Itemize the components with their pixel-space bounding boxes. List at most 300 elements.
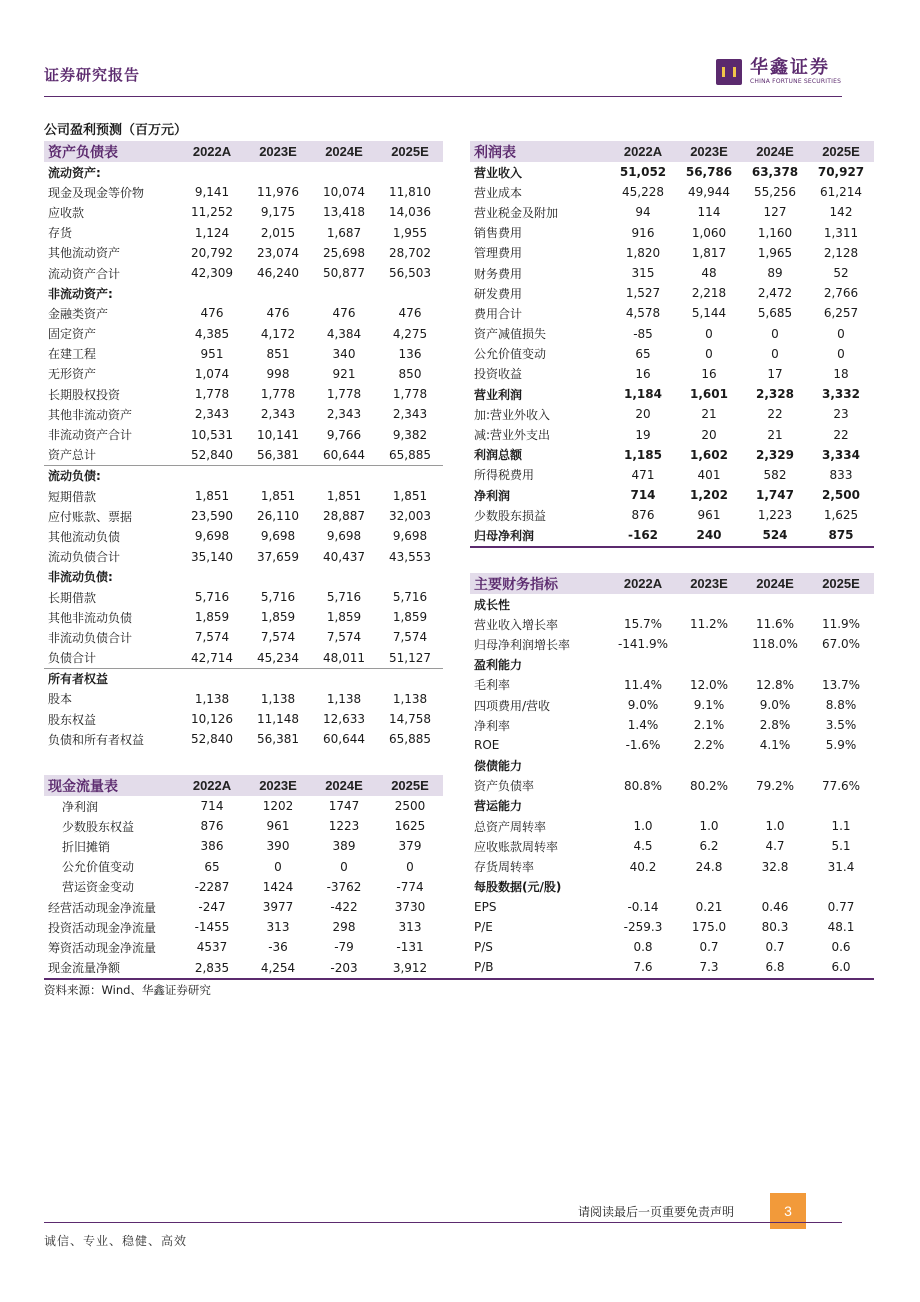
income-statement-table	[470, 141, 874, 546]
key-indicators-cell: 7.3	[699, 960, 719, 975]
balance-sheet-row	[44, 223, 443, 243]
key-indicators-cell	[676, 655, 742, 675]
balance-sheet-row-label: 非流动负债合计	[48, 630, 133, 645]
balance-sheet-cell	[245, 567, 311, 587]
balance-sheet-row	[44, 547, 443, 567]
income-statement-cell: 1,223	[757, 508, 793, 523]
key-indicators-row-label: 毛利率	[474, 678, 511, 693]
key-indicators-cell: 48.1	[827, 920, 855, 935]
balance-sheet-cell: 1,851	[392, 489, 428, 504]
income-statement-cell: 2,766	[823, 286, 859, 301]
income-statement-cell: -162	[627, 528, 659, 543]
balance-sheet-cell: 9,382	[392, 427, 428, 442]
income-statement-cell: 1,602	[690, 447, 728, 462]
balance-sheet-cell: 65,885	[389, 732, 431, 747]
key-indicators-cell: 79.2%	[755, 778, 795, 793]
balance-sheet-row	[44, 424, 443, 444]
balance-sheet-cell: 35,140	[191, 549, 233, 564]
key-indicators-row	[470, 816, 874, 836]
balance-sheet-row-label: 应收款	[48, 205, 85, 220]
income-statement-cell: 961	[697, 508, 721, 523]
balance-sheet-cell: 476	[200, 306, 224, 321]
balance-sheet-cell: 1,859	[392, 610, 428, 625]
cash-flow-row	[44, 917, 443, 937]
income-statement-cell: 2,472	[757, 286, 793, 301]
key-indicators-cell: 1.4%	[627, 718, 659, 733]
disclaimer-note: 请阅读最后一页重要免责声明	[578, 1205, 735, 1219]
key-indicators-cell	[808, 655, 874, 675]
income-statement-cell: 1,160	[757, 225, 793, 240]
cash-flow-row	[44, 958, 443, 978]
key-indicators-cell: 0.7	[765, 940, 785, 955]
income-statement-row	[470, 465, 874, 485]
source-note: 资料来源：Wind、华鑫证券研究	[44, 983, 211, 997]
balance-sheet-cell: 23,590	[191, 509, 233, 524]
balance-sheet-cell: 28,702	[389, 245, 431, 260]
balance-sheet-cell	[311, 465, 377, 486]
balance-sheet-cell: 4,385	[194, 326, 230, 341]
balance-sheet-cell: 32,003	[389, 509, 431, 524]
key-indicators-cell: 0.8	[633, 940, 653, 955]
balance-sheet-cell: 5,716	[326, 590, 362, 605]
income-statement-row-label: 归母净利润	[474, 528, 535, 543]
cash-flow-cell: 390	[266, 839, 290, 854]
key-indicators-cell: 12.0%	[689, 677, 729, 692]
income-statement-cell: 2,329	[756, 447, 794, 462]
footer-divider	[44, 1222, 842, 1223]
income-statement-cell: 65	[635, 346, 651, 361]
income-statement-cell: 55,256	[754, 185, 796, 200]
key-indicators-year-header: 2025E	[808, 573, 874, 594]
balance-sheet-cell: 2,343	[392, 407, 428, 422]
balance-sheet-row	[44, 506, 443, 526]
balance-sheet-cell: 5,716	[392, 590, 428, 605]
key-indicators-cell: 2.1%	[693, 718, 725, 733]
income-statement-cell: 4,578	[625, 306, 661, 321]
key-indicators-cell: 8.8%	[825, 698, 857, 713]
balance-sheet-row-label: 非流动资产合计	[48, 428, 133, 443]
key-indicators-row	[470, 776, 874, 796]
balance-sheet-cell	[377, 283, 443, 303]
key-indicators-cell: -1.6%	[625, 738, 661, 753]
key-indicators-cell: 5.9%	[825, 738, 857, 753]
balance-sheet-cell: 50,877	[323, 266, 365, 281]
key-indicators-title: 主要财务指标	[470, 573, 610, 594]
income-statement-cell: 1,202	[690, 488, 728, 503]
balance-sheet-cell: 14,036	[389, 205, 431, 220]
balance-sheet-row-label: 现金及现金等价物	[48, 185, 145, 200]
balance-sheet-cell: 7,574	[194, 630, 230, 645]
balance-sheet-cell: 20,792	[191, 245, 233, 260]
balance-sheet-cell: 340	[332, 346, 356, 361]
cash-flow-cell: 0	[406, 859, 414, 874]
balance-sheet-cell: 1,851	[326, 489, 362, 504]
balance-sheet-cell: 1,138	[392, 691, 428, 706]
income-statement-title: 利润表	[470, 141, 610, 162]
income-statement-cell: 714	[630, 488, 656, 503]
income-statement-cell: 16	[701, 366, 717, 381]
balance-sheet-row	[44, 648, 443, 669]
cash-flow-header-row	[44, 775, 443, 796]
income-statement-row-label: 减:营业外支出	[474, 428, 551, 443]
balance-sheet-cell: 56,381	[245, 445, 311, 466]
income-statement-cell: 1,185	[624, 447, 662, 462]
key-indicators-cell: 175.0	[691, 920, 727, 935]
income-statement-row-label: 管理费用	[474, 246, 523, 261]
key-indicators-cell: -259.3	[623, 920, 663, 935]
balance-sheet-cell: 40,437	[323, 549, 365, 564]
balance-sheet-cell: 7,574	[392, 630, 428, 645]
income-statement-cell: 916	[631, 225, 655, 240]
cash-flow-cell: 1223	[328, 819, 360, 834]
balance-sheet-row-label: 流动负债:	[48, 469, 101, 484]
balance-sheet-cell: 52,840	[191, 732, 233, 747]
key-indicators-row-label: 营运能力	[474, 799, 523, 814]
key-indicators-cell	[610, 877, 676, 897]
key-indicators-cell: 4.7	[765, 839, 785, 854]
key-indicators-row-label: ROE	[474, 738, 500, 753]
cash-flow-cell: -36	[268, 940, 288, 955]
cash-flow-row	[44, 937, 443, 957]
cash-flow-row-label: 经营活动现金净流量	[48, 900, 157, 915]
cash-flow-row-label: 少数股东权益	[62, 819, 135, 834]
balance-sheet-cell	[311, 567, 377, 587]
income-statement-row	[470, 445, 874, 465]
balance-sheet-row-label: 股本	[48, 692, 73, 707]
income-statement-cell: 22	[833, 427, 849, 442]
key-indicators-cell: 5.1	[831, 839, 851, 854]
key-indicators-row	[470, 634, 874, 654]
key-indicators-cell: 6.2	[699, 839, 719, 854]
balance-sheet-cell: 921	[332, 366, 356, 381]
income-statement-row-label: 净利润	[474, 488, 511, 503]
income-statement-cell: 23	[833, 407, 849, 422]
income-statement-cell: 1,625	[823, 508, 859, 523]
logo-name-en: CHINA FORTUNE SECURITIES	[750, 78, 842, 85]
balance-sheet-cell: 13,418	[323, 205, 365, 220]
key-indicators-cell: 1.0	[699, 819, 719, 834]
income-statement-cell: 89	[767, 266, 783, 281]
balance-sheet-cell: 56,381	[257, 732, 299, 747]
income-statement-cell: 51,052	[619, 165, 667, 180]
key-indicators-cell: 9.1%	[693, 698, 725, 713]
balance-sheet-row-label: 负债和所有者权益	[48, 732, 145, 747]
balance-sheet-cell: 476	[398, 306, 422, 321]
key-indicators-row-label: 每股数据(元/股)	[474, 880, 562, 895]
balance-sheet-cell: 4,275	[392, 326, 428, 341]
key-indicators-cell: 4.1%	[759, 738, 791, 753]
balance-sheet-cell: 1,859	[194, 610, 230, 625]
cash-flow-row-label: 折旧摊销	[62, 839, 111, 854]
report-type-label: 证券研究报告	[44, 66, 141, 84]
balance-sheet-row	[44, 364, 443, 384]
cash-flow-row	[44, 796, 443, 816]
key-indicators-cell: 9.0%	[627, 698, 659, 713]
cash-flow-cell: -422	[330, 900, 358, 915]
key-indicators-cell	[610, 655, 676, 675]
key-indicators-row-label: 总资产周转率	[474, 819, 547, 834]
balance-sheet-cell: 4,384	[326, 326, 362, 341]
key-indicators-row-label: P/E	[474, 920, 493, 935]
balance-sheet-cell: 9,698	[392, 529, 428, 544]
balance-sheet-cell: 1,074	[194, 366, 230, 381]
key-indicators-row	[470, 917, 874, 937]
balance-sheet-cell: 11,976	[257, 185, 299, 200]
income-statement-cell: 21	[701, 407, 717, 422]
key-indicators-cell	[742, 796, 808, 816]
key-indicators-cell	[676, 796, 742, 816]
income-statement-row-label: 营业收入	[474, 165, 523, 180]
income-statement-row	[470, 202, 874, 222]
cash-flow-row-label: 净利润	[62, 799, 99, 814]
balance-sheet-cell: 23,074	[257, 245, 299, 260]
income-statement-cell: 582	[763, 467, 787, 482]
income-statement-cell: 48	[701, 266, 717, 281]
income-statement-cell: 1,817	[691, 245, 727, 260]
balance-sheet-row-label: 所有者权益	[48, 672, 109, 687]
income-statement-row	[470, 404, 874, 424]
key-indicators-cell: 40.2	[629, 859, 657, 874]
income-statement-row	[470, 162, 874, 182]
key-indicators-cell: 31.4	[827, 859, 855, 874]
income-statement-cell: 6,257	[823, 306, 859, 321]
income-statement-cell: 49,944	[688, 185, 730, 200]
key-indicators-row-label: 净利率	[474, 718, 511, 733]
key-indicators-cell: 118.0%	[752, 637, 798, 652]
cash-flow-cell: -131	[396, 940, 424, 955]
key-indicators-cell: 1.1	[831, 819, 851, 834]
company-motto: 诚信、专业、稳健、高效	[44, 1234, 188, 1248]
key-indicators-cell: 13.7%	[821, 677, 861, 692]
balance-sheet-cell: 10,531	[191, 427, 233, 442]
cash-flow-cell: 0	[274, 859, 282, 874]
balance-sheet-cell: 43,553	[389, 549, 431, 564]
cash-flow-row	[44, 816, 443, 836]
balance-sheet-cell	[377, 567, 443, 587]
key-indicators-cell: 7.6	[633, 960, 653, 975]
balance-sheet-row	[44, 162, 443, 182]
income-statement-cell: 127	[763, 205, 787, 220]
balance-sheet-cell: 10,141	[257, 427, 299, 442]
income-statement-cell: 17	[767, 366, 783, 381]
income-statement-cell: 875	[828, 528, 854, 543]
balance-sheet-cell: 45,234	[245, 648, 311, 669]
tables-bottom-rule	[44, 978, 874, 980]
balance-sheet-row	[44, 243, 443, 263]
balance-sheet-cell: 851	[266, 346, 290, 361]
key-indicators-cell	[676, 756, 742, 776]
balance-sheet-cell: 12,633	[323, 712, 365, 727]
balance-sheet-year-header: 2025E	[377, 141, 443, 162]
key-indicators-cell	[676, 877, 742, 897]
balance-sheet-row	[44, 486, 443, 506]
balance-sheet-cell: 9,698	[326, 529, 362, 544]
cash-flow-row-label: 营运资金变动	[62, 880, 135, 895]
key-indicators-row	[470, 715, 874, 735]
balance-sheet-cell: 56,503	[389, 266, 431, 281]
income-statement-cell: 19	[635, 427, 651, 442]
key-indicators-row	[470, 655, 874, 675]
key-indicators-cell: 6.8	[765, 960, 785, 975]
income-statement-row	[470, 324, 874, 344]
cash-flow-row-label: 现金流量净额	[48, 961, 121, 976]
income-statement-cell: 45,228	[622, 185, 664, 200]
income-statement-cell: 22	[767, 407, 783, 422]
income-statement-cell: 240	[696, 528, 722, 543]
cash-flow-cell: 961	[266, 819, 290, 834]
cash-flow-cell: -3762	[326, 879, 362, 894]
balance-sheet-row	[44, 587, 443, 607]
balance-sheet-row	[44, 526, 443, 546]
income-statement-header-row	[470, 141, 874, 162]
cash-flow-row	[44, 877, 443, 897]
cash-flow-cell: 313	[266, 920, 290, 935]
cash-flow-row	[44, 836, 443, 856]
key-indicators-cell: 11.2%	[689, 617, 729, 632]
balance-sheet-row	[44, 404, 443, 424]
key-indicators-cell: 3.5%	[825, 718, 857, 733]
key-indicators-cell	[610, 796, 676, 816]
key-indicators-cell: 1.0	[633, 819, 653, 834]
key-indicators-row	[470, 675, 874, 695]
balance-sheet-cell	[245, 668, 311, 689]
key-indicators-cell: -141.9%	[617, 637, 669, 652]
balance-sheet-cell	[245, 283, 311, 303]
key-indicators-cell: 0.46	[761, 899, 789, 914]
income-statement-cell: 0	[837, 326, 845, 341]
income-statement-cell: 2,218	[691, 286, 727, 301]
income-statement-row	[470, 525, 874, 545]
balance-sheet-cell: 14,758	[389, 712, 431, 727]
header-divider	[44, 96, 842, 97]
key-indicators-cell	[808, 594, 874, 614]
balance-sheet-cell: 476	[266, 306, 290, 321]
balance-sheet-cell: 1,687	[326, 225, 362, 240]
balance-sheet-cell: 2,343	[260, 407, 296, 422]
balance-sheet-row-label: 非流动负债:	[48, 570, 113, 585]
income-statement-cell: 0	[837, 346, 845, 361]
key-indicators-row	[470, 897, 874, 917]
key-indicators-cell	[676, 594, 742, 614]
key-indicators-year-header: 2022A	[610, 573, 676, 594]
income-statement-cell: 5,144	[691, 306, 727, 321]
income-statement-cell: 1,311	[823, 225, 859, 240]
balance-sheet-row-label: 负债合计	[44, 648, 179, 669]
cash-flow-row	[44, 857, 443, 877]
balance-sheet-row	[44, 263, 443, 283]
cash-flow-cell: 714	[200, 799, 224, 814]
key-indicators-cell	[742, 594, 808, 614]
balance-sheet-cell: 1,138	[260, 691, 296, 706]
balance-sheet-cell: 46,240	[257, 266, 299, 281]
balance-sheet-row-label: 股东权益	[48, 712, 97, 727]
key-indicators-cell: 1.0	[765, 819, 785, 834]
key-indicators-row	[470, 594, 874, 614]
cash-flow-cell: 4,254	[260, 960, 296, 975]
income-statement-row-label: 所得税费用	[474, 468, 535, 483]
logo-name-cn: 华鑫证券	[750, 57, 830, 78]
income-statement-row-label: 研发费用	[474, 286, 523, 301]
income-statement-cell: 94	[635, 205, 651, 220]
income-statement-row-label: 少数股东损益	[474, 508, 547, 523]
income-statement-bottom-rule	[470, 546, 874, 548]
key-indicators-row-label: 归母净利润增长率	[474, 637, 571, 652]
key-indicators-row	[470, 877, 874, 897]
cash-flow-cell: -79	[334, 940, 354, 955]
income-statement-row-label: 公允价值变动	[474, 347, 547, 362]
key-indicators-row-label: 成长性	[474, 597, 511, 612]
key-indicators-cell: 77.6%	[821, 778, 861, 793]
balance-sheet-cell: 26,110	[257, 509, 299, 524]
income-statement-cell: 2,500	[822, 488, 860, 503]
balance-sheet-row	[44, 465, 443, 486]
balance-sheet-row	[44, 303, 443, 323]
balance-sheet-cell: 2,015	[260, 225, 296, 240]
balance-sheet-row-label: 长期借款	[48, 590, 97, 605]
key-indicators-cell: 2.2%	[693, 738, 725, 753]
company-logo	[716, 58, 841, 86]
cash-flow-cell: -203	[330, 960, 358, 975]
cash-flow-cell: 1747	[328, 799, 360, 814]
balance-sheet-cell	[377, 465, 443, 486]
income-statement-cell: 1,747	[756, 488, 794, 503]
balance-sheet-row	[44, 567, 443, 587]
balance-sheet-cell	[179, 283, 245, 303]
key-indicators-cell: 11.9%	[821, 617, 861, 632]
cash-flow-row-label: 公允价值变动	[62, 860, 135, 875]
balance-sheet-cell: 7,574	[260, 630, 296, 645]
income-statement-cell: 16	[635, 366, 651, 381]
cash-flow-cell: 1625	[394, 819, 426, 834]
key-indicators-cell: 32.8	[761, 859, 789, 874]
balance-sheet-cell: 5,716	[260, 590, 296, 605]
income-statement-cell: 3,334	[822, 447, 860, 462]
cash-flow-cell: -2287	[194, 879, 230, 894]
cash-flow-row-label: 投资活动现金净流量	[48, 920, 157, 935]
cash-flow-year-header: 2022A	[179, 775, 245, 796]
balance-sheet-cell: 2,343	[194, 407, 230, 422]
key-indicators-cell	[610, 756, 676, 776]
income-statement-cell: 524	[762, 528, 788, 543]
cash-flow-cell: -247	[198, 900, 226, 915]
cash-flow-cell: 0	[340, 859, 348, 874]
balance-sheet-cell: 42,714	[179, 648, 245, 669]
balance-sheet-cell: 37,659	[257, 549, 299, 564]
income-statement-row	[470, 303, 874, 323]
balance-sheet-cell: 136	[398, 346, 422, 361]
income-statement-row-label: 营业成本	[474, 185, 523, 200]
key-indicators-cell: 80.2%	[689, 778, 729, 793]
key-indicators-cell: -0.14	[627, 899, 659, 914]
balance-sheet-row-label: 其他非流动负债	[48, 610, 133, 625]
key-indicators-row	[470, 756, 874, 776]
balance-sheet-cell: 9,141	[194, 185, 230, 200]
key-indicators-cell: 0.21	[695, 899, 723, 914]
income-statement-row-label: 费用合计	[474, 306, 523, 321]
balance-sheet-cell: 25,698	[323, 245, 365, 260]
income-statement-row-label: 加:营业外收入	[474, 407, 551, 422]
balance-sheet-cell: 1,778	[326, 387, 362, 402]
key-indicators-cell: 0.7	[699, 940, 719, 955]
key-indicators-row-label: 盈利能力	[474, 658, 523, 673]
balance-sheet-title: 资产负债表	[44, 141, 179, 162]
balance-sheet-row	[44, 607, 443, 627]
income-statement-cell: 63,378	[751, 165, 799, 180]
income-statement-row-label: 利润总额	[474, 448, 523, 463]
key-indicators-year-header: 2023E	[676, 573, 742, 594]
balance-sheet-cell: 1,778	[194, 387, 230, 402]
balance-sheet-cell: 48,011	[311, 648, 377, 669]
